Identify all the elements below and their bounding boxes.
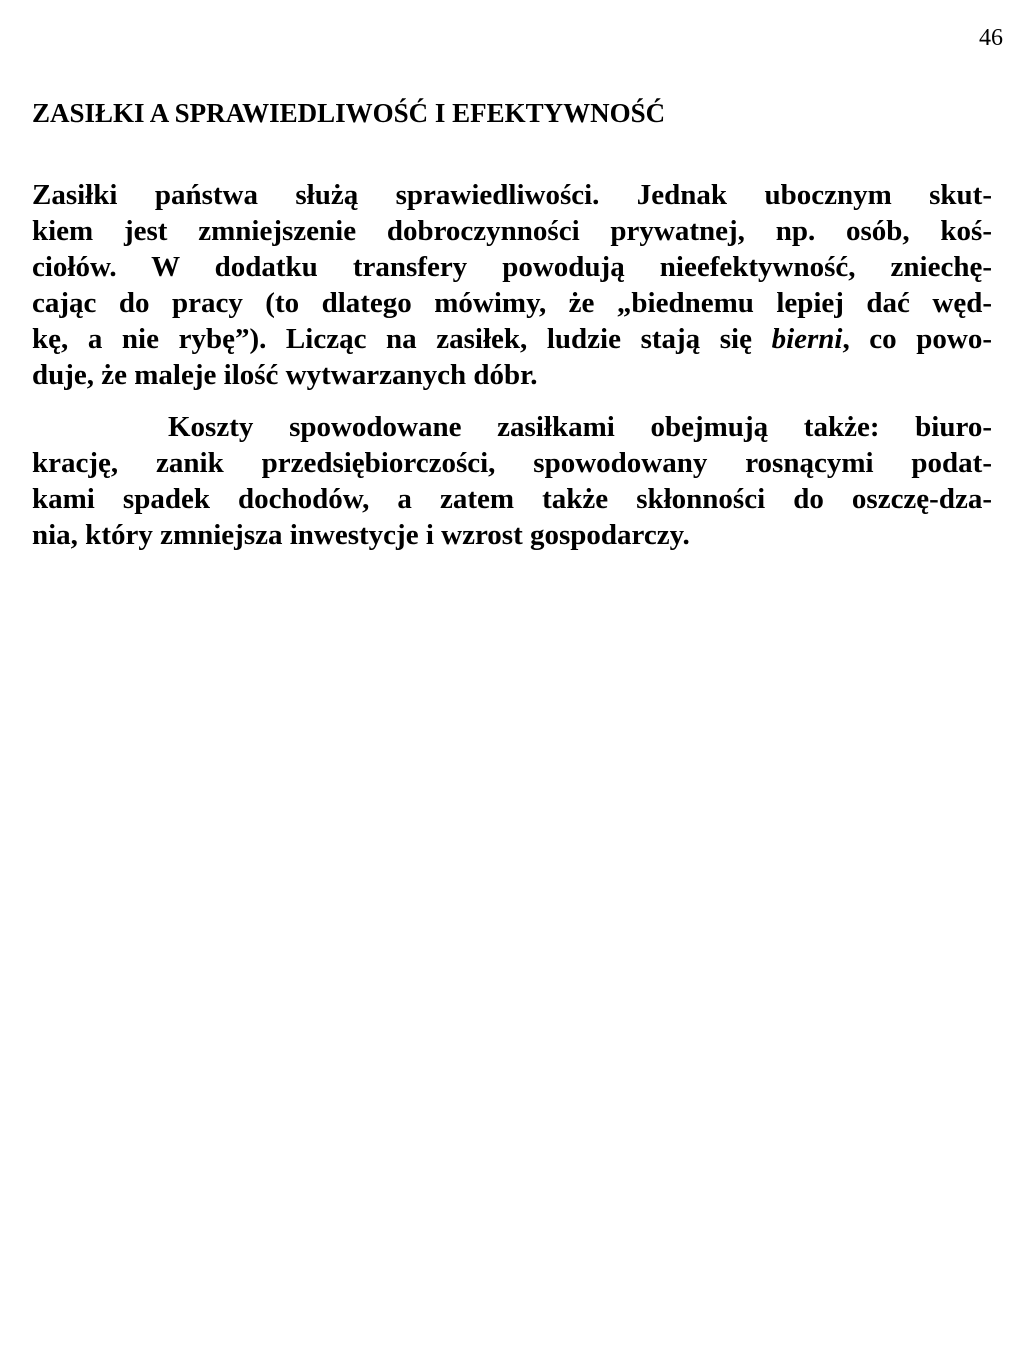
paragraph-2	[32, 409, 992, 553]
paragraph-1-line-3: ciołów. W dodatku transfery powodują nieefektywność, zniechę-	[32, 251, 992, 283]
paragraph-1-line-4: cając do pracy (to dlatego mówimy, że „biednemu lepiej dać węd-	[32, 287, 992, 319]
paragraph-2-line-4: nia, który zmniejsza inwestycje i wzrost gospodarczy.	[32, 519, 690, 551]
paragraph-1-line-2: kiem jest zmniejszenie dobroczynności prywatnej, np. osób, koś-	[32, 215, 992, 247]
paragraph-2-line-3: kami spadek dochodów, a zatem także skłonności do oszczę-dza-	[32, 483, 992, 515]
paragraph-2-line-1: Koszty spowodowane zasiłkami obejmują także: biuro-	[168, 411, 992, 443]
section-title: ZASIŁKI A SPRAWIEDLIWOŚĆ I EFEKTYWNOŚĆ	[32, 98, 666, 128]
body-text	[32, 177, 992, 553]
paragraph-1-line-5-end: , co powo-	[842, 323, 992, 355]
paragraph-1	[32, 177, 992, 393]
paragraph-1-line-1: Zasiłki państwa służą sprawiedliwości. Jednak ubocznym skut-	[32, 179, 992, 211]
paragraph-1-line-5	[32, 321, 992, 357]
italic-word-bierni: bierni	[771, 323, 843, 355]
paragraph-1-line-5-start: kę, a nie rybę”). Licząc na zasiłek, ludzie stają się	[32, 323, 772, 355]
page-number: 46	[979, 25, 1003, 51]
paragraph-1-line-6: duje, że maleje ilość wytwarzanych dóbr.	[32, 359, 538, 391]
paragraph-2-line-2: krację, zanik przedsiębiorczości, spowodowany rosnącymi podat-	[32, 447, 992, 479]
